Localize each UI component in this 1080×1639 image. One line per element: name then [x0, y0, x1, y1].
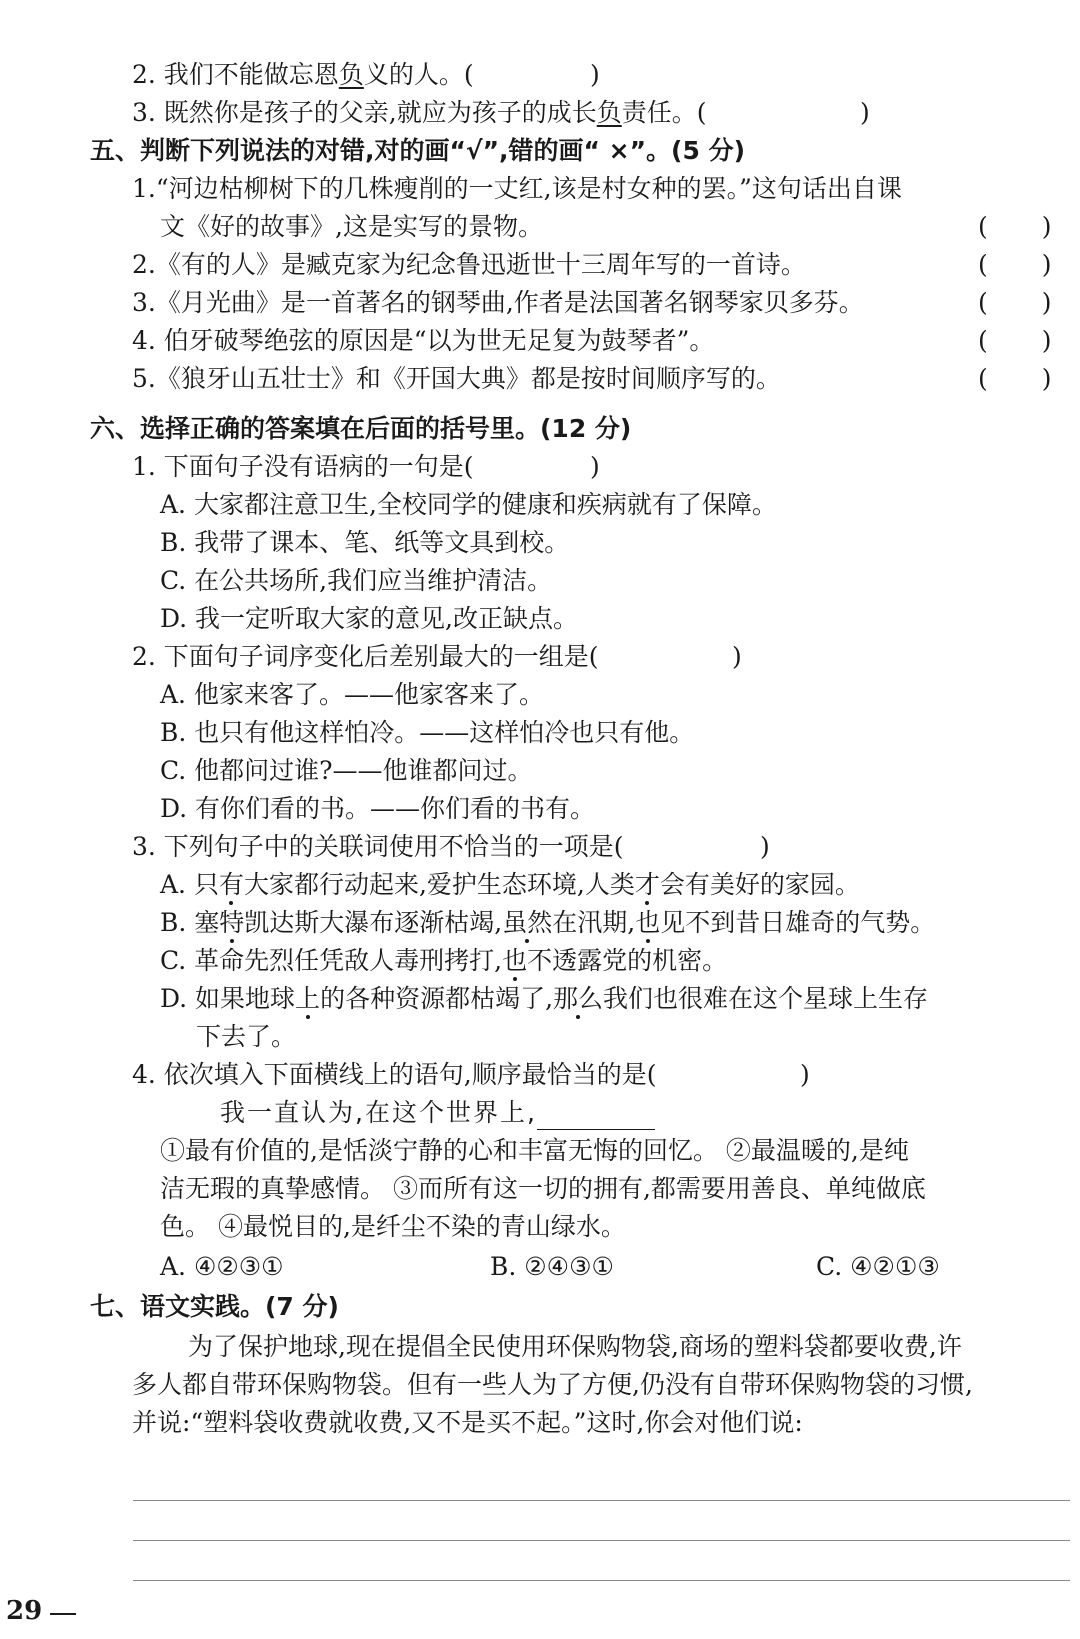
page-number-dash: [50, 1613, 76, 1615]
s4-item-2: [132, 58, 474, 92]
emphasis-dot-word: 特: [219, 908, 245, 937]
s5-item-5: 5.《狼牙山五壮士》和《开国大典》都是按时间顺序写的。: [132, 364, 781, 393]
s4-item-2-underlined: 负: [338, 60, 364, 89]
s5-item-1-line2: 文《好的故事》,这是实写的景物。: [160, 212, 543, 241]
s7-heading: 七、语文实践。(7 分): [90, 1292, 339, 1321]
paren-close: ): [860, 98, 870, 127]
s6-q2-answer-paren[interactable]: ): [732, 642, 742, 671]
s6-q3-option-d: D. 如果地球上的各种资源都枯竭了,那么我们也很难在这个星球上生存: [160, 984, 929, 1013]
answer-writing-line-1[interactable]: [133, 1500, 1070, 1501]
s6-q3-option-c: C. 革命先烈任凭敌人毒刑拷打,也不透露党的机密。: [160, 946, 728, 975]
s6-q3-option-d-line2: 下去了。: [196, 1022, 297, 1051]
s6-q1-option-c: C. 在公共场所,我们应当维护清洁。: [160, 566, 553, 595]
s5-item-2: 2.《有的人》是臧克家为纪念鲁迅逝世十三周年写的一首诗。: [132, 250, 806, 279]
emphasis-dot-word: 才: [634, 870, 660, 899]
s6-q4-answer-paren[interactable]: ): [800, 1060, 810, 1089]
s6-q2-option-d: D. 有你们看的书。——你们看的书有。: [160, 794, 596, 823]
s6-q1-answer-paren[interactable]: ): [590, 452, 600, 481]
s4-item-2-post: 义的人。(: [363, 60, 474, 89]
s6-q4-choice-b: B. ②④③①: [490, 1252, 614, 1281]
emphasis-dot-word: 有: [218, 870, 244, 899]
s4-item-3-answer-paren[interactable]: [860, 96, 870, 130]
s6-q4-choice-c: C. ④②①③: [816, 1252, 940, 1281]
s4-item-3-post: 责任。(: [621, 98, 707, 127]
s6-q4-sentence: 我一直认为,在这个世界上,: [220, 1096, 655, 1130]
s6-q2-option-c: C. 他都问过谁?——他谁都问过。: [160, 756, 533, 785]
s7-para-line2: 多人都自带环保购物袋。但有一些人为了方便,仍没有自带环保购物袋的习惯,: [132, 1370, 973, 1399]
s6-heading: 六、选择正确的答案填在后面的括号里。(12 分): [90, 414, 632, 443]
s6-q1-stem: 1. 下面句子没有语病的一句是(: [132, 452, 474, 481]
s6-q4-line3: 色。 ④最悦目的,是纤尘不染的青山绿水。: [160, 1212, 626, 1241]
s5-heading: 五、判断下列说法的对错,对的画“√”,错的画“ ×”。(5 分): [90, 136, 745, 165]
fill-in-blank[interactable]: [537, 1103, 655, 1130]
s5-item-1-answer-paren[interactable]: ( ): [978, 212, 1052, 241]
s6-q1-option-b: B. 我带了课本、笔、纸等文具到校。: [160, 528, 570, 557]
s4-item-3: [132, 96, 707, 130]
s6-q2-option-a: A. 他家来客了。——他家客来了。: [160, 680, 544, 709]
s5-item-4-answer-paren[interactable]: ( ): [978, 326, 1052, 355]
s6-q3-option-b: B. 塞特凯达斯大瀑布逐渐枯竭,虽然在汛期,也见不到昔日雄奇的气势。: [160, 908, 936, 937]
s6-q3-option-a: A. 只有大家都行动起来,爱护生态环境,人类才会有美好的家园。: [160, 870, 860, 899]
s6-q2-stem: 2. 下面句子词序变化后差别最大的一组是(: [132, 642, 599, 671]
s5-item-3-answer-paren[interactable]: ( ): [978, 288, 1052, 317]
s4-item-2-pre: 2. 我们不能做忘恩: [132, 60, 339, 89]
s6-q3-answer-paren[interactable]: ): [760, 832, 770, 861]
answer-writing-line-3[interactable]: [133, 1580, 1070, 1581]
s5-item-4: 4. 伯牙破琴绝弦的原因是“以为世无足复为鼓琴者”。: [132, 326, 715, 355]
s7-para-line1: 为了保护地球,现在提倡全民使用环保购物袋,商场的塑料袋都要收费,许: [188, 1332, 962, 1361]
s4-item-3-underlined: 负: [596, 98, 622, 127]
s5-item-2-answer-paren[interactable]: ( ): [978, 250, 1052, 279]
emphasis-dot-word: 上: [295, 984, 321, 1013]
emphasis-dot-word: 虽然: [502, 908, 553, 937]
s5-item-3: 3.《月光曲》是一首著名的钢琴曲,作者是法国著名钢琴家贝多芬。: [132, 288, 864, 317]
emphasis-dot-word: 那么: [553, 984, 604, 1013]
s6-q4-stem: 4. 依次填入下面横线上的语句,顺序最恰当的是(: [132, 1060, 657, 1089]
s6-q1-option-d: D. 我一定听取大家的意见,改正缺点。: [160, 604, 578, 633]
s6-q4-line1: ①最有价值的,是恬淡宁静的心和丰富无悔的回忆。 ②最温暖的,是纯: [160, 1136, 909, 1165]
paren-close: ): [590, 60, 600, 89]
s6-q4-line2: 洁无瑕的真挚感情。 ③而所有这一切的拥有,都需要用善良、单纯做底: [160, 1174, 926, 1203]
s6-q4-choice-a: A. ④②③①: [160, 1252, 284, 1281]
s5-item-5-answer-paren[interactable]: ( ): [978, 364, 1052, 393]
s6-q1-option-a: A. 大家都注意卫生,全校同学的健康和疾病就有了保障。: [160, 490, 777, 519]
s4-item-3-pre: 3. 既然你是孩子的父亲,就应为孩子的成长: [132, 98, 597, 127]
s5-item-1-line1: 1.“河边枯柳树下的几株瘦削的一丈红,该是村女种的罢。”这句话出自课: [132, 174, 902, 203]
s4-item-2-answer-paren[interactable]: [590, 58, 600, 92]
s6-q3-stem: 3. 下列句子中的关联词使用不恰当的一项是(: [132, 832, 624, 861]
answer-writing-line-2[interactable]: [133, 1540, 1070, 1541]
page-number: 29: [6, 1596, 43, 1626]
s7-para-line3: 并说:“塑料袋收费就收费,又不是买不起。”这时,你会对他们说:: [132, 1408, 803, 1437]
emphasis-dot-word: 也: [502, 946, 528, 975]
emphasis-dot-word: 也: [635, 908, 661, 937]
s6-q2-option-b: B. 也只有他这样怕冷。——这样怕冷也只有他。: [160, 718, 695, 747]
